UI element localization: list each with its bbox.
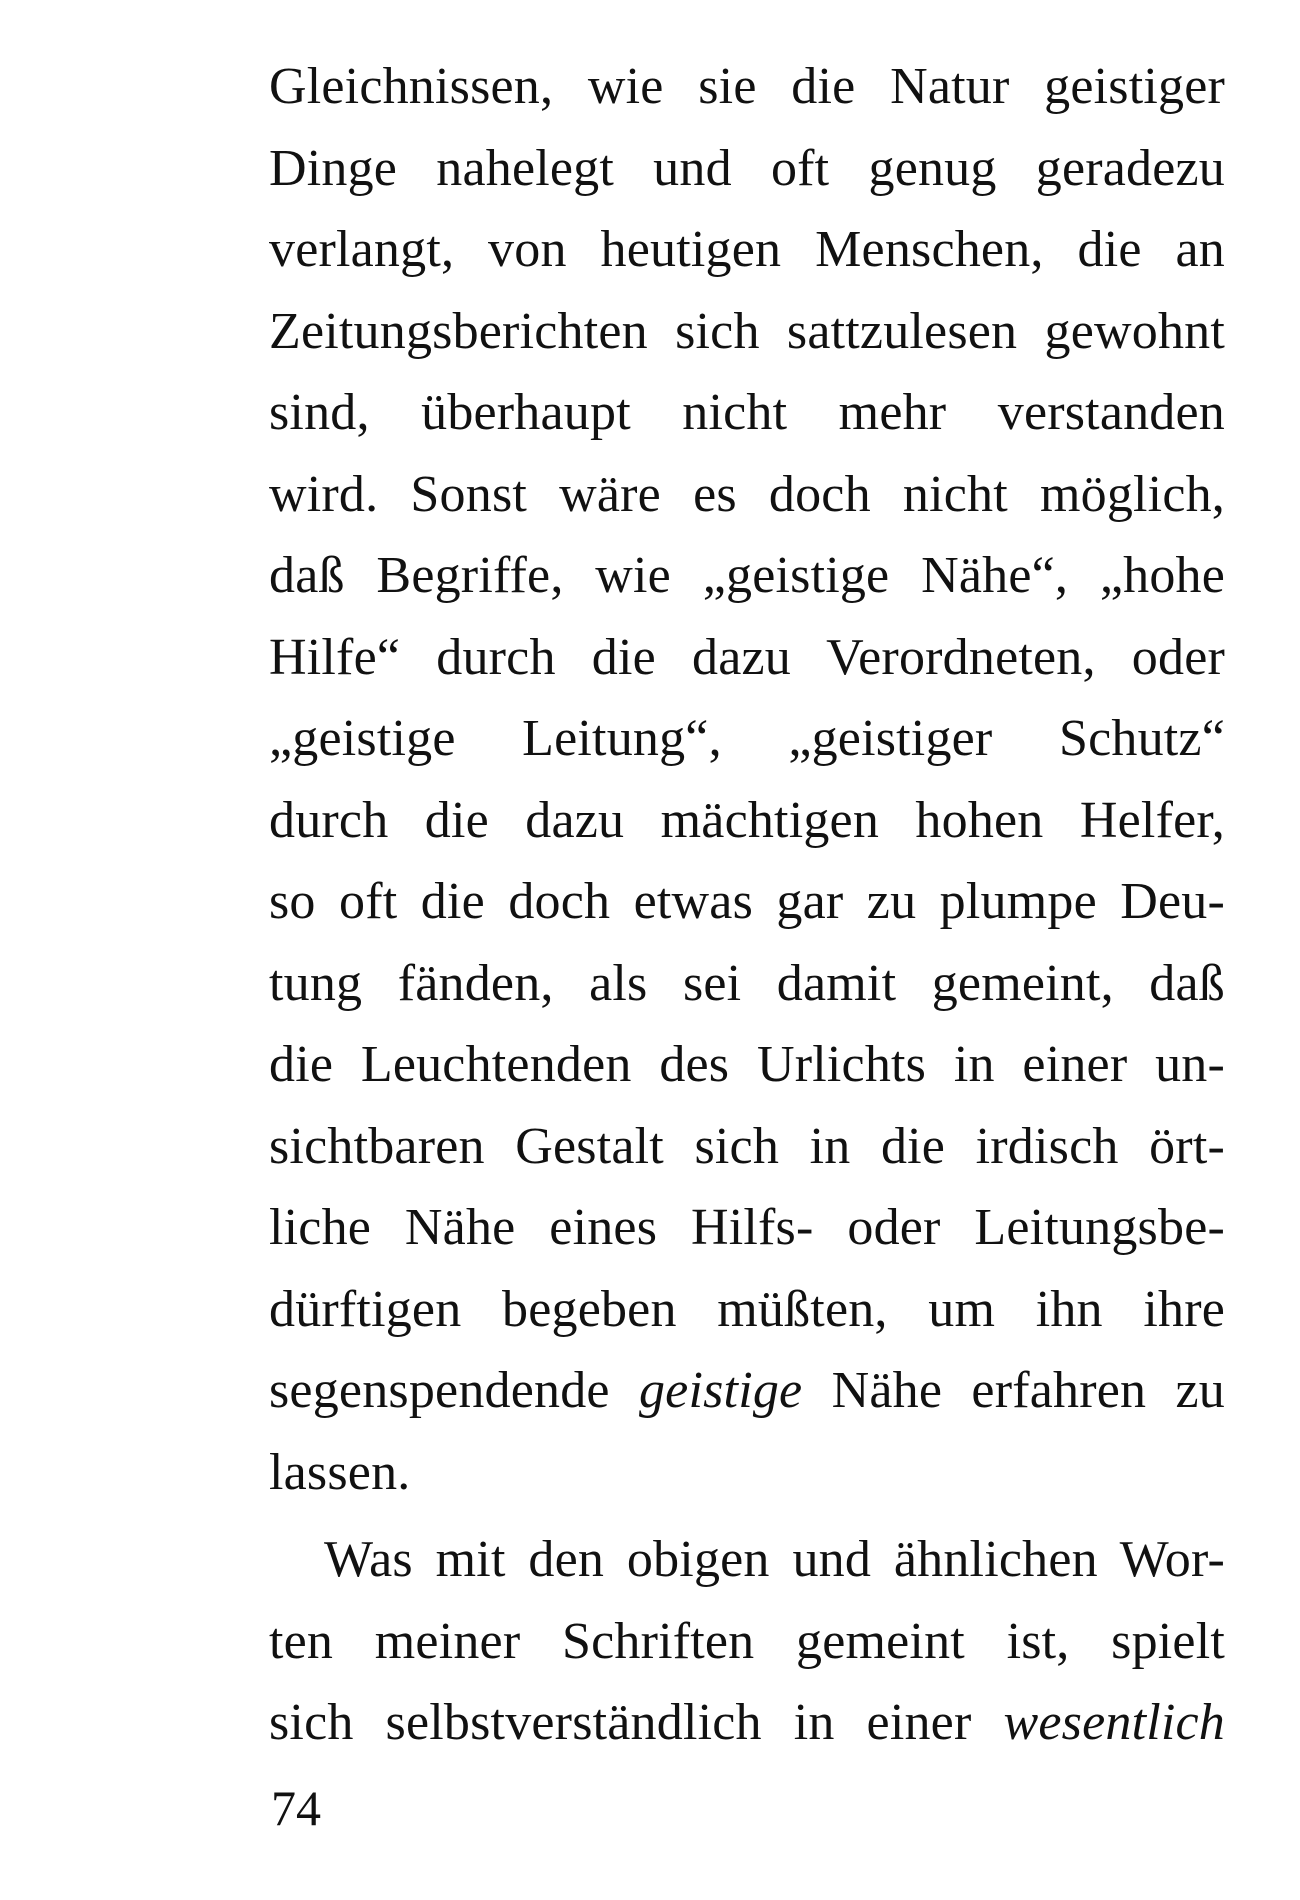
text-line: liche Nähe eines Hilfs- oder Leitungsbe- [269,1199,1225,1256]
text-line: die Leuchtenden des Urlichts in einer un- [269,1036,1225,1093]
emphasized-word: wesentlich [1003,1694,1225,1751]
text-line: sind, überhaupt nicht mehr verstanden [269,384,1225,441]
text-line: Hilfe“ durch die dazu Verordneten, oder [269,628,1225,686]
text-segment: segenspendende [269,1362,639,1419]
text-segment: sich selbstverständlich in einer [269,1694,1004,1751]
text-segment: Nähe erfahren zu [802,1362,1226,1419]
body-text [269,46,1225,1764]
text-line: tung fänden, als sei damit gemeint, daß [269,954,1225,1012]
text-line: sichtbaren Gestalt sich in die irdisch ört- [269,1117,1225,1175]
text-line: daß Begriffe, wie „geistige Nähe“, „hohe [269,547,1225,604]
text-line: durch die dazu mächtigen hohen Helfer, [269,791,1225,849]
text-line: verlangt, von heutigen Menschen, die an [269,221,1225,278]
text-line: dürftigen begeben müßten, um ihn ihre [269,1280,1225,1338]
page-number: 74 [271,1780,321,1836]
text-line-emphasis [269,1350,1225,1432]
text-line: ten meiner Schriften gemeint ist, spielt [269,1612,1225,1670]
emphasized-word: geistige [638,1362,803,1419]
paragraph-end-line: lassen. [269,1443,411,1501]
text-line-emphasis [269,1682,1225,1764]
text-line: wird. Sonst wäre es doch nicht möglich, [269,465,1225,523]
paragraph-first-line: Was mit den obigen und ähnlichen Wor- [324,1531,1225,1588]
text-line: Dinge nahelegt und oft genug geradezu [269,139,1225,197]
text-line: so oft die doch etwas gar zu plumpe Deu- [269,873,1225,930]
text-line: Gleichnissen, wie sie die Natur geistiger [269,58,1225,115]
text-line: Zeitungsberichten sich sattzulesen gewohnt [269,302,1225,360]
text-line: „geistige Leitung“, „geistiger Schutz“ [269,710,1225,767]
